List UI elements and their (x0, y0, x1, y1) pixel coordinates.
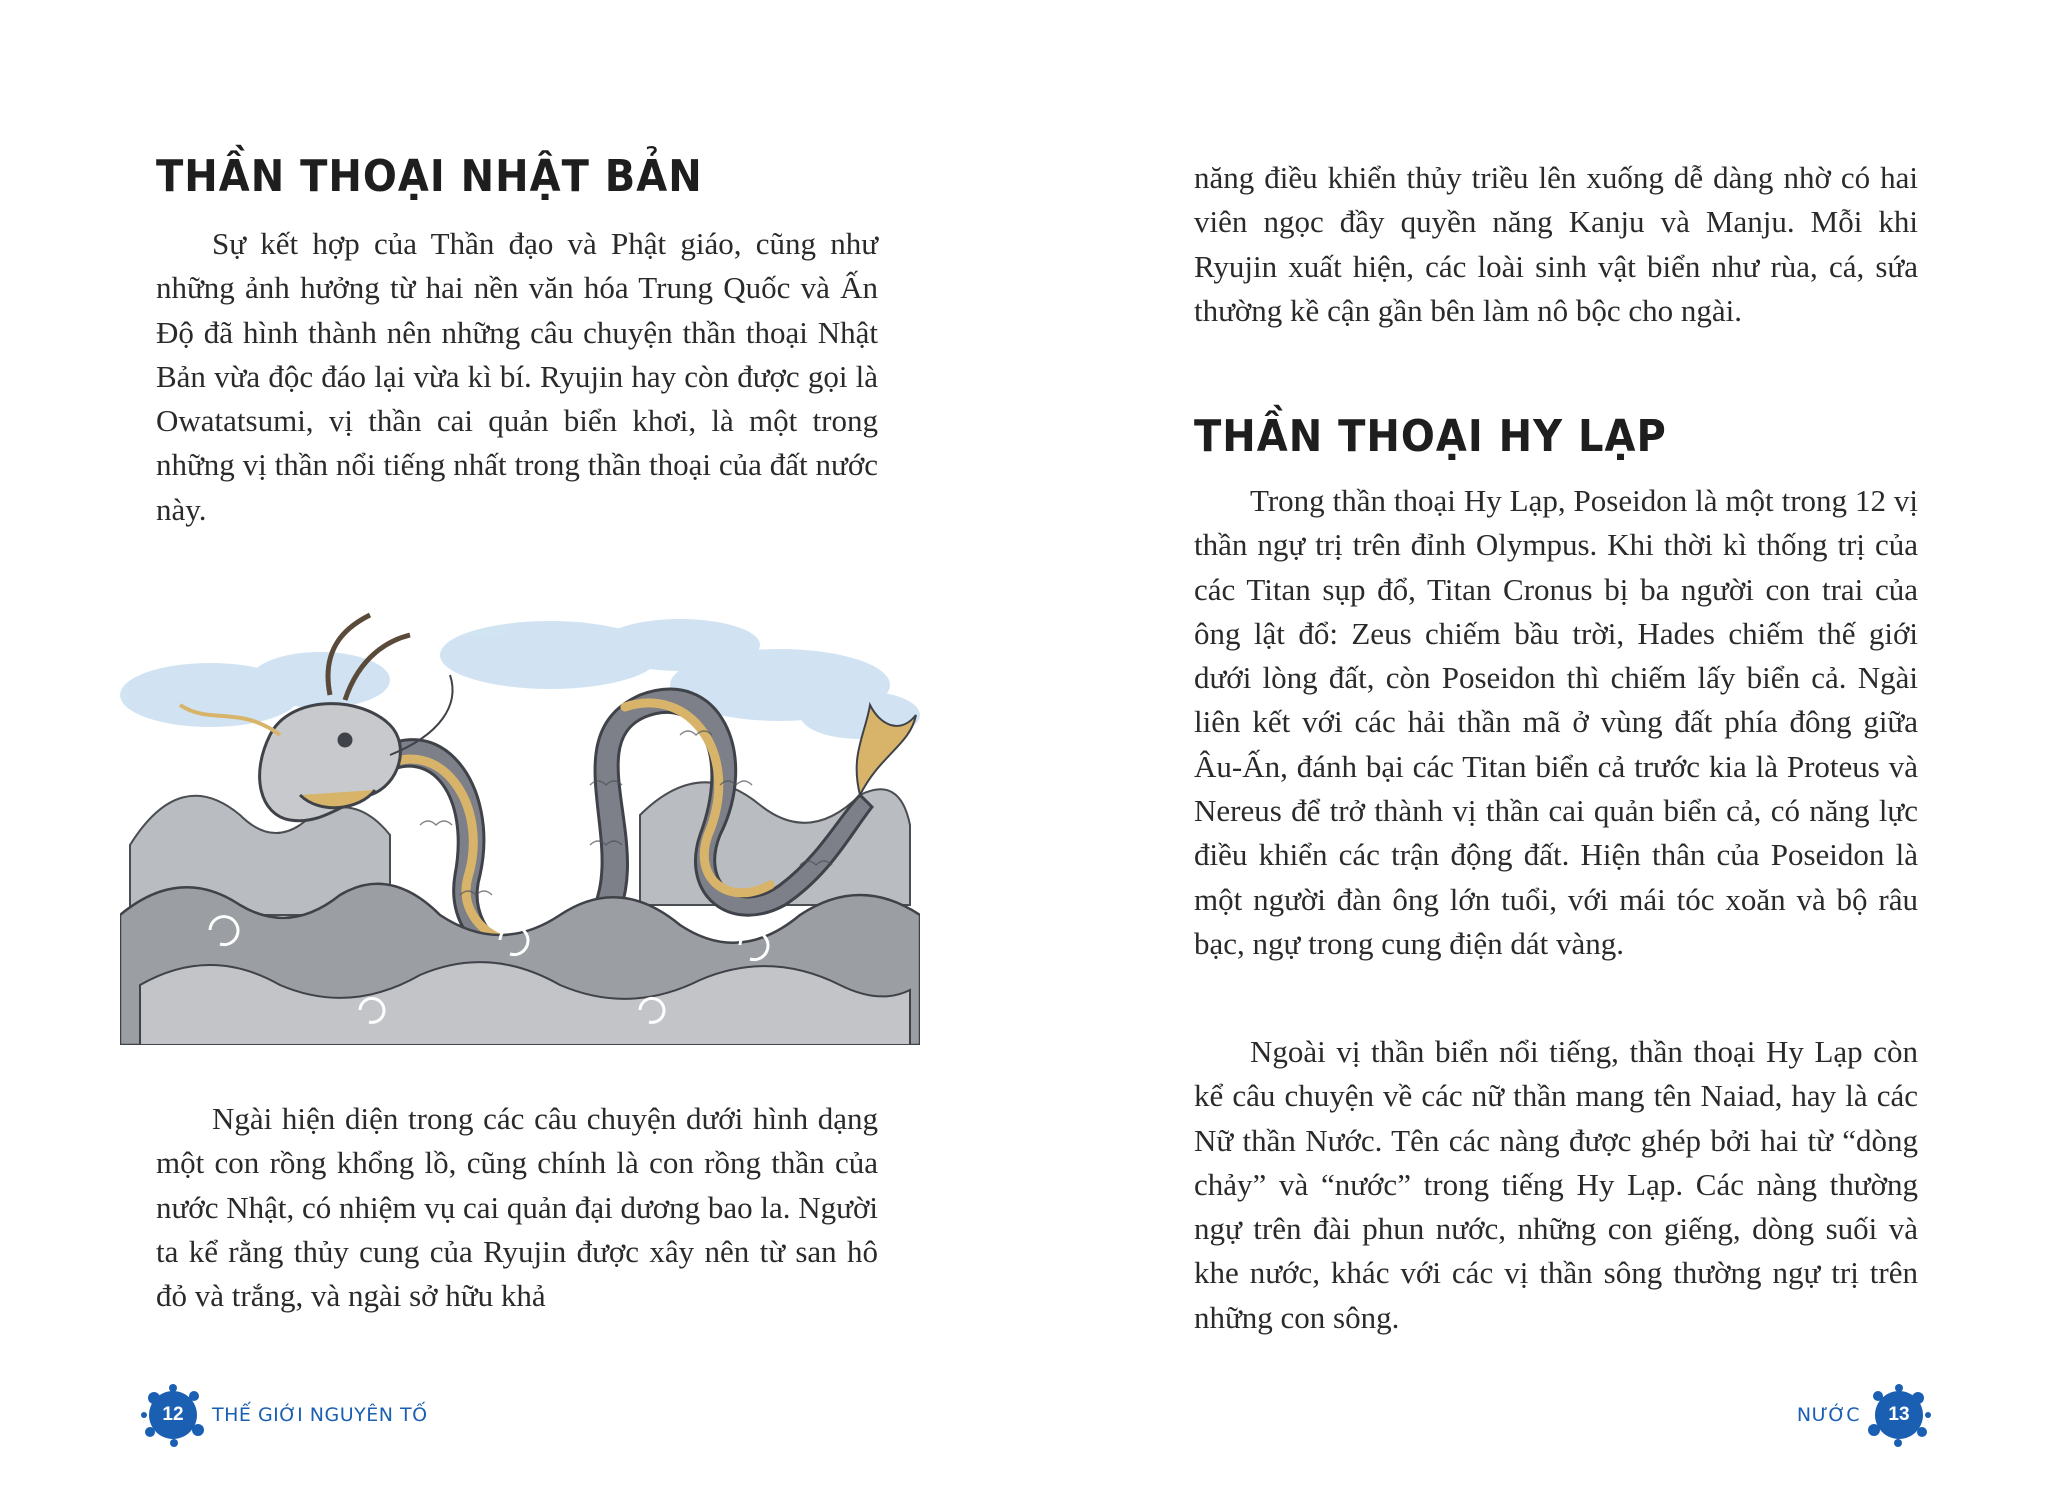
footer-left (140, 1385, 428, 1445)
chapter-title-footer: NƯỚC (1796, 1404, 1860, 1426)
heading-greek-mythology: THẦN THOẠI HY LẠP (1194, 412, 1667, 462)
right-page (1024, 0, 2048, 1504)
page-number: 13 (1888, 1404, 1910, 1425)
page-number: 12 (162, 1404, 184, 1425)
paragraph-poseidon: Trong thần thoại Hy Lạp, Poseidon là một trong 12 vị thần ngự trị trên đỉnh Olympus. Khi thời kì thống trị của các Titan sụp đổ, Titan Cronus bị ba người con trai của ông lật đổ: Zeus chiếm bầu trời, Hades chiếm thế giới dưới lòng đất, còn Poseidon thì chiếm lấy biển cả. Ngài liên kết với các hải thần mã ở vùng đất phía đông giữa Âu-Ấn, đánh bại các Titan biển cả trước kia là Proteus và Nereus để trở thành vị thần cai quản biển cả, có năng lực điều khiển các trận động đất. Hiện thân của Poseidon là một người đàn ông lớn tuổi, với mái tóc xoăn và bộ râu bạc, ngự trong cung điện dát vàng. (1194, 483, 1918, 961)
page-number-badge (140, 1382, 206, 1448)
paragraph-ryujin-continued: năng điều khiển thủy triều lên xuống dễ dàng nhờ có hai viên ngọc đầy quyền năng Kanju và Manju. Mỗi khi Ryujin xuất hiện, các loài sinh vật biển như rùa, cá, sứa thường kề cận gần bên làm nô bộc cho ngài. (1194, 160, 1918, 328)
page-number-badge (1866, 1382, 1932, 1448)
book-title-footer: THẾ GIỚI NGUYÊN TỐ (212, 1404, 428, 1426)
paragraph-japanese-intro: Sự kết hợp của Thần đạo và Phật giáo, cũng như những ảnh hưởng từ hai nền văn hóa Trung Quốc và Ấn Độ đã hình thành nên những câu chuyện thần thoại Nhật Bản vừa độc đáo lại vừa kì bí. Ryujin hay còn được gọi là Owatatsumi, vị thần cai quản biển khơi, là một trong những vị thần nổi tiếng nhất trong thần thoại của đất nước này. (156, 226, 878, 527)
paragraph-naiad: Ngoài vị thần biển nổi tiếng, thần thoại Hy Lạp còn kể câu chuyện về các nữ thần mang tên Naiad, hay là các Nữ thần Nước. Tên các nàng được ghép bởi hai từ “dòng chảy” và “nước” trong tiếng Hy Lạp. Các nàng thường ngự trên đài phun nước, những con giếng, dòng suối và khe nước, khác với các vị thần sông thường ngự trị trên những con sông. (1194, 1034, 1918, 1335)
dragon-icon (120, 585, 920, 1045)
paragraph-ryujin-dragon: Ngài hiện diện trong các câu chuyện dưới hình dạng một con rồng khổng lồ, cũng chính là con rồng thần của nước Nhật, có nhiệm vụ cai quản đại dương bao la. Người ta kể rằng thủy cung của Ryujin được xây nên từ san hô đỏ và trắng, và ngài sở hữu khả (156, 1101, 878, 1314)
footer-right (1797, 1385, 1932, 1445)
heading-japanese-mythology: THẦN THOẠI NHẬT BẢN (156, 152, 703, 202)
dragon-illustration (120, 585, 920, 1045)
